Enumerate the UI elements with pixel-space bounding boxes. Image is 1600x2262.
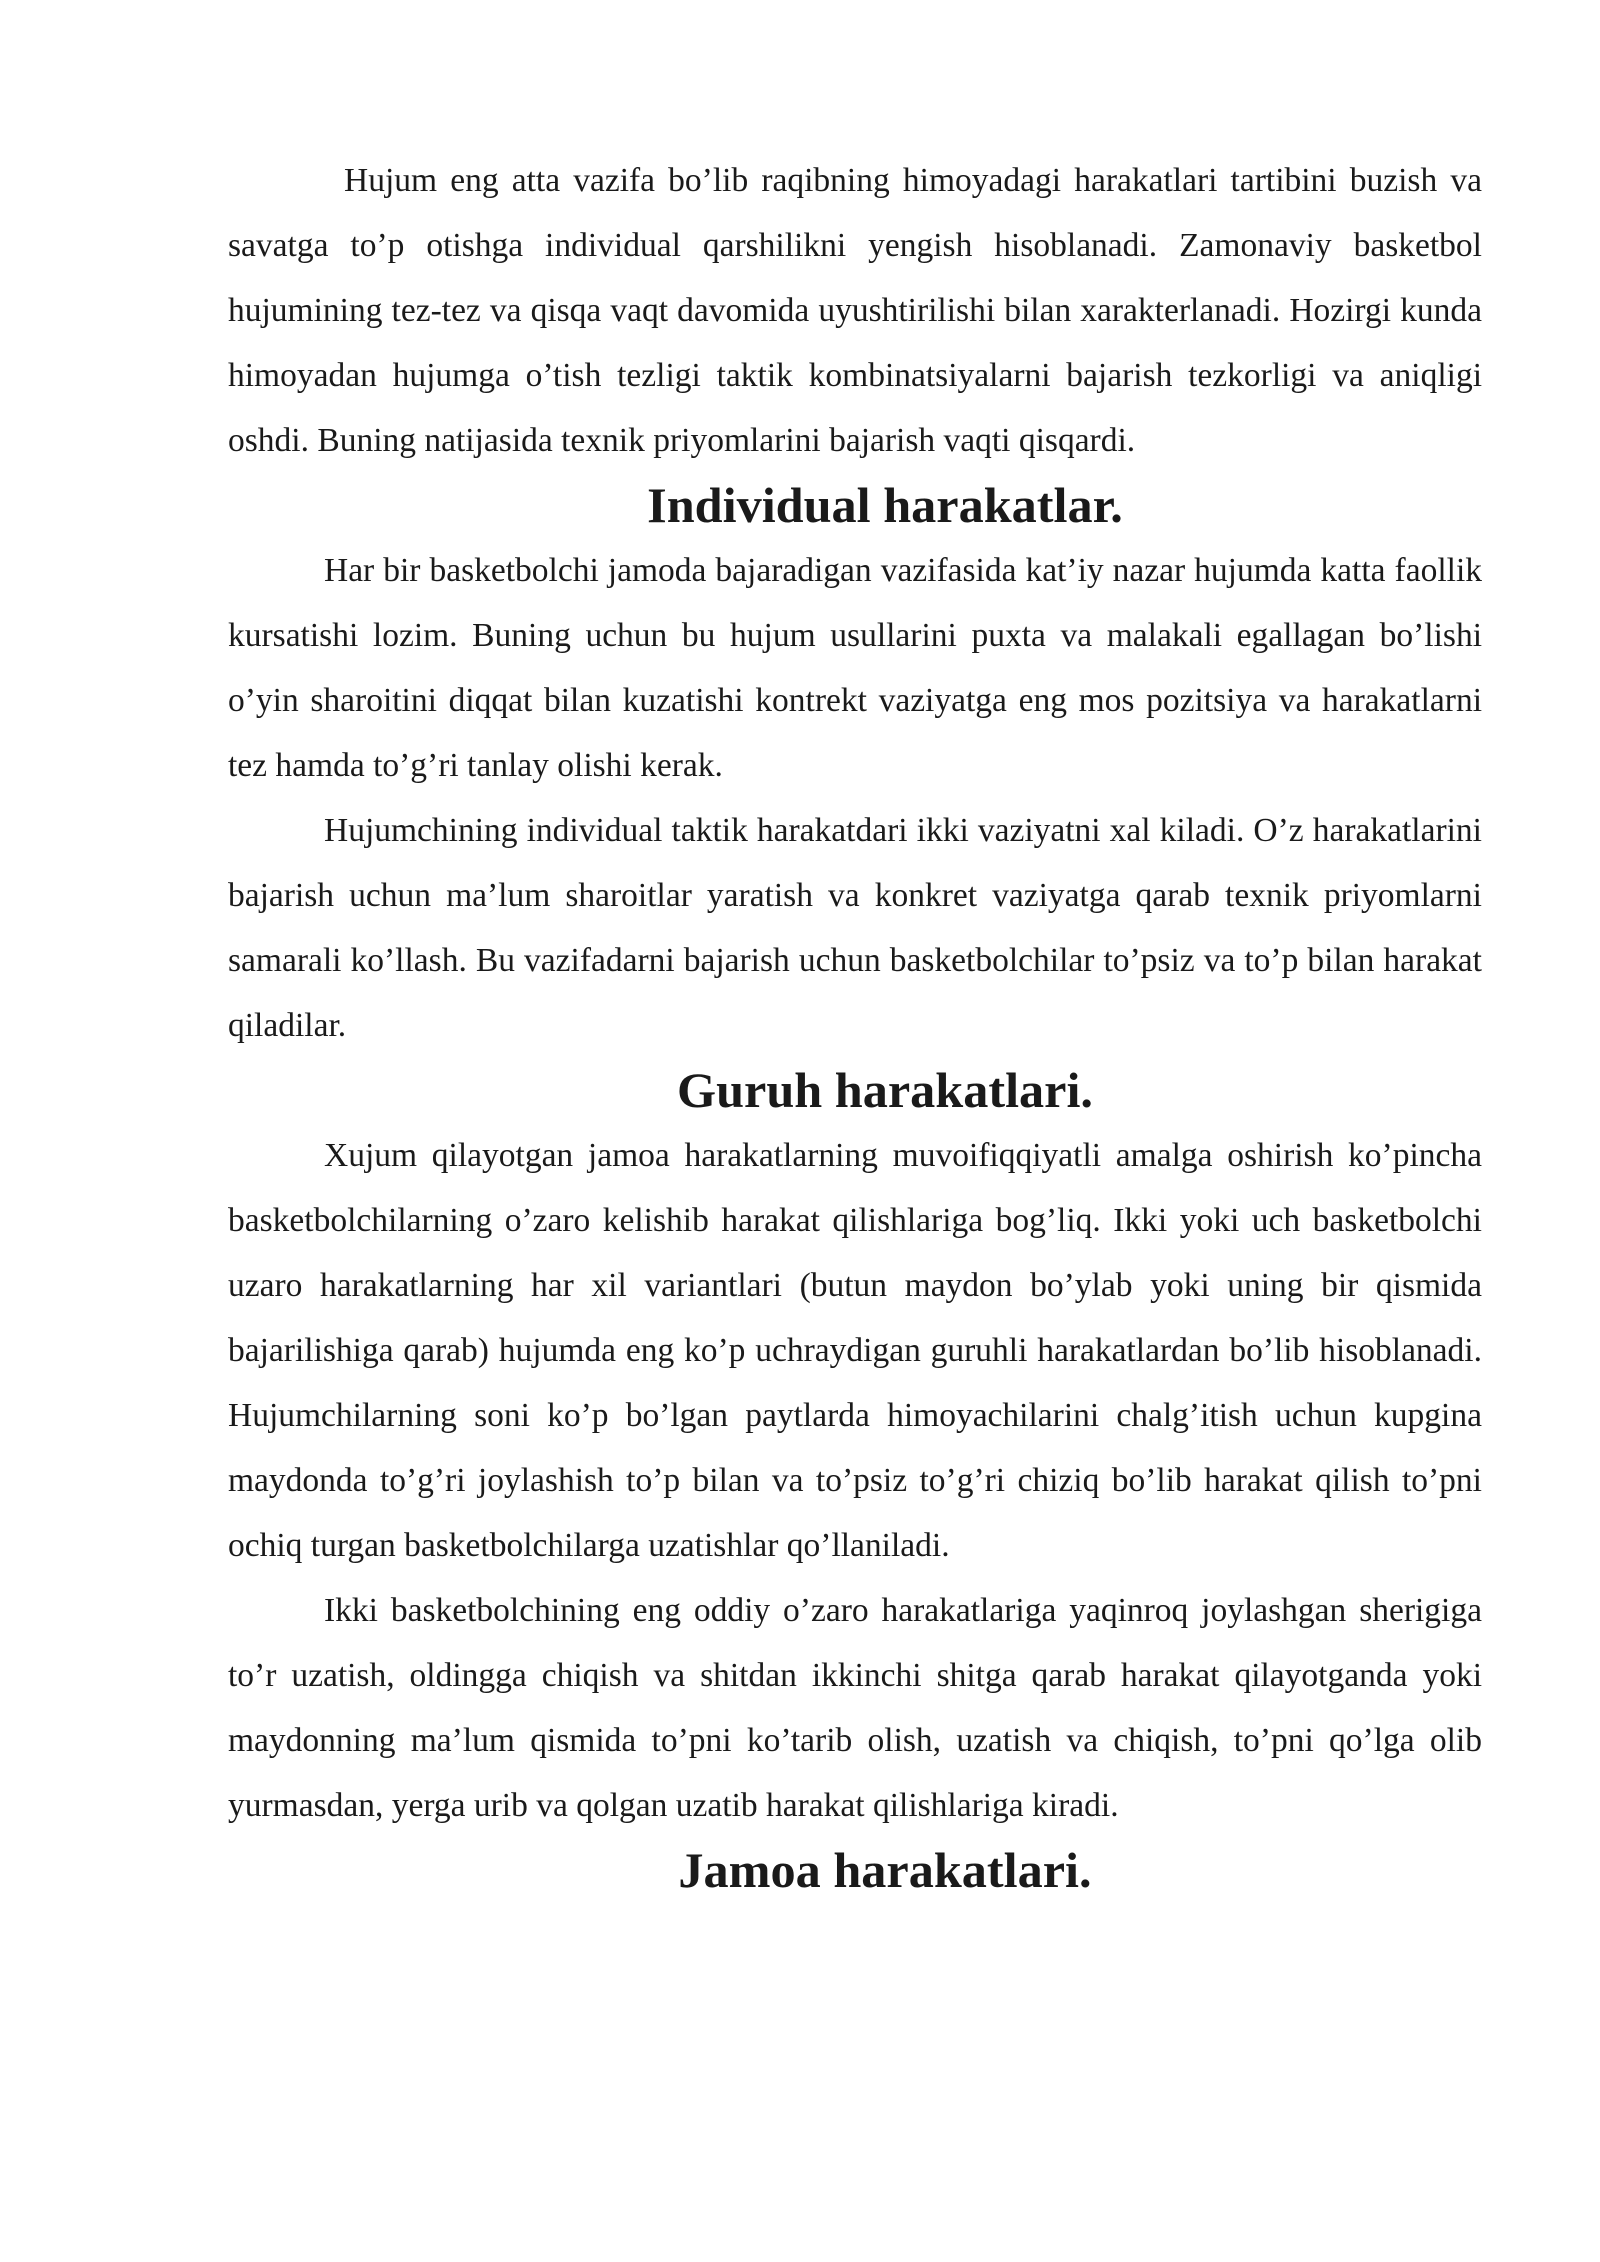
paragraph-individual-2: Hujumchining individual taktik harakatdari ikki vaziyatni xal kiladi. O’z harakatlarini bajarish uchun ma’lum sharoitlar yaratish va konkret vaziyatga qarab texnik priyomlarni samarali ko’llash. Bu vazifadarni bajarish uchun basketbolchilar to’psiz va to’p bilan harakat qiladilar. — [228, 812, 1482, 1044]
paragraph-group-2: Ikki basketbolchining eng oddiy o’zaro harakatlariga yaqinroq joylashgan sherigiga to’r uzatish, oldingga chiqish va shitdan ikkinchi shitga qarab harakat qilayotganda yoki maydonning ma’lum qismida to’pni ko’tarib olish, uzatish va chiqish, to’pni qo’lga olib yurmasdan, yerga urib va qolgan uzatib harakat qilishlariga kiradi. — [228, 1592, 1482, 1824]
paragraph-individual-1: Har bir basketbolchi jamoda bajaradigan vazifasida kat’iy nazar hujumda katta faollik kursatishi lozim. Buning uchun bu hujum usullarini puxta va malakali egallagan bo’lishi o’yin sharoitini diqqat bilan kuzatishi kontrekt vaziyatga eng mos pozitsiya va harakatlarni tez hamda to’g’ri tanlay olishi kerak. — [228, 552, 1482, 784]
heading-individual: Individual harakatlar. — [647, 477, 1123, 533]
paragraph-group-1: Xujum qilayotgan jamoa harakatlarning muvoifiqqiyatli amalga oshirish ko’pincha basketbolchilarning o’zaro kelishib harakat qilishlariga bog’liq. Ikki yoki uch basketbolchi uzaro harakatlarning har xil variantlari (butun maydon bo’ylab yoki uning bir qismida bajarilishiga qarab) hujumda eng ko’p uchraydigan guruhli harakatlardan bo’lib hisoblanadi. Hujumchilarning soni ko’p bo’lgan paytlarda himoyachilarini chalg’itish uchun kupgina maydonda to’g’ri joylashish to’p bilan va to’psiz to’g’ri chiziq bo’lib harakat qilish to’pni ochiq turgan basketbolchilarga uzatishlar qo’llaniladi. — [228, 1137, 1482, 1564]
document-page — [228, 148, 1482, 1903]
heading-group: Guruh harakatlari. — [676, 1062, 1093, 1118]
heading-team: Jamoa harakatlari. — [678, 1842, 1092, 1898]
paragraph-intro: Hujum eng atta vazifa bo’lib raqibning himoyadagi harakatlari tartibini buzish va savatga to’p otishga individual qarshilikni yengish hisoblanadi. Zamonaviy basketbol hujumining tez-tez va qisqa vaqt davomida uyushtirilishi bilan xarakterlanadi. Hozirgi kunda himoyadan hujumga o’tish tezligi taktik kombinatsiyalarni bajarish tezkorligi va aniqligi oshdi. Buning natijasida texnik priyomlarini bajarish vaqti qisqardi. — [228, 162, 1482, 459]
